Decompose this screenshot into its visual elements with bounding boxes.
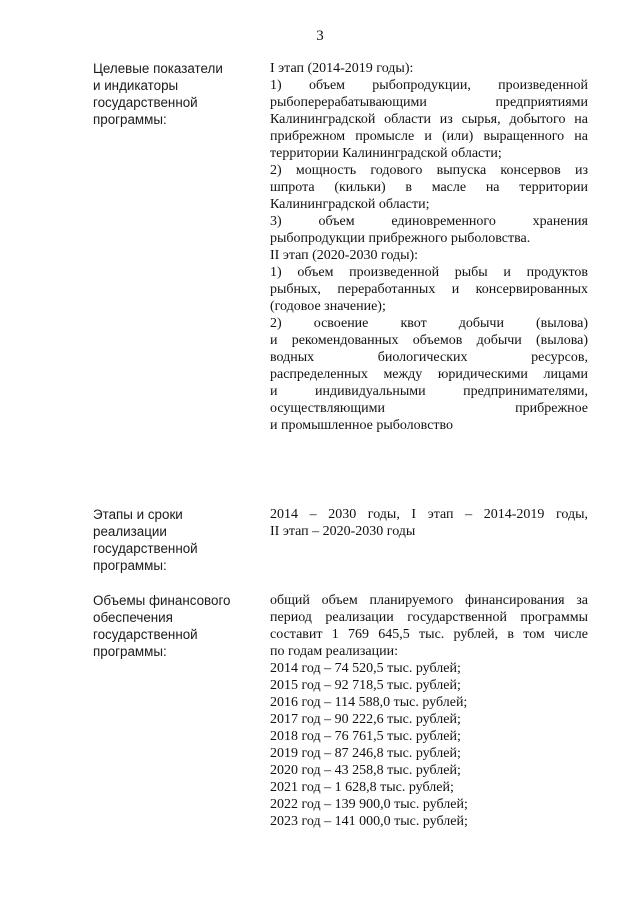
label-line: обеспечения [93,610,173,625]
text-line: Калининградской области из сырья, добытого на [270,112,588,127]
text-line: общий объем планируемого финансирования за [270,593,588,608]
stage2-title: II этап (2020-2030 годы): [270,248,419,263]
label-line: программы: [93,644,167,659]
text-line: 1) объем рыбопродукции, произведенной [270,78,588,93]
label-line: Объемы финансового [93,593,231,608]
text-line: по годам реализации: [270,644,398,659]
funding-label [93,592,263,660]
stage1-title: I этап (2014-2019 годы): [270,61,414,76]
text-line: период реализации государственной программы [270,610,588,625]
text-line: Калининградской области; [270,197,430,212]
text-line: 3) объем единовременного хранения [270,214,588,229]
label-line: и индикаторы [93,78,179,93]
text-line: прибрежном промысле и (или) выращенного на [270,129,588,144]
text-line: и индивидуальными предпринимателями, [270,384,588,399]
funding-year-item: 2022 год – 139 900,0 тыс. рублей; [270,797,468,812]
funding-year-item: 2019 год – 87 246,8 тыс. рублей; [270,746,461,761]
text-line: рыбных, переработанных и консервированных [270,282,588,297]
stages-content [270,506,588,540]
indicators-label [93,60,263,128]
label-line: государственной [93,95,198,110]
page-number: 3 [316,28,324,44]
indicator-item-4 [270,264,588,315]
indicators-content [270,60,588,434]
indicator-item-2 [270,162,588,213]
label-line: государственной [93,541,198,556]
label-line: Этапы и сроки [93,507,183,522]
funding-year-item: 2020 год – 43 258,8 тыс. рублей; [270,763,461,778]
text-line: составит 1 769 645,5 тыс. рублей, в том числе [270,627,588,642]
text-line: и рекомендованных объемов добычи (вылова) [270,333,588,348]
label-line: Целевые показатели [93,61,223,76]
text-line: осуществляющими прибрежное [270,401,588,416]
funding-year-item: 2023 год – 141 000,0 тыс. рублей; [270,814,468,829]
text-line: рыбоперерабатывающими предприятиями [270,95,588,110]
text-line: 2) освоение квот добычи (вылова) [270,316,588,331]
text-line: территории Калининградской области; [270,146,502,161]
indicator-item-1 [270,77,588,162]
label-line: реализации [93,524,167,539]
indicator-item-3 [270,213,588,247]
text-line: II этап – 2020-2030 годы [270,524,416,539]
indicator-item-5 [270,315,588,434]
funding-year-item: 2021 год – 1 628,8 тыс. рублей; [270,780,454,795]
funding-content [270,592,588,830]
text-line: 2014 – 2030 годы, I этап – 2014-2019 годы, [270,507,588,522]
text-line: шпрота (кильки) в масле на территории [270,180,588,195]
label-line: государственной [93,627,198,642]
text-line: 2) мощность годового выпуска консервов из [270,163,588,178]
text-line: водных биологических ресурсов, [270,350,588,365]
text-line: (годовое значение); [270,299,386,314]
text-line: 1) объем произведенной рыбы и продуктов [270,265,588,280]
funding-year-item: 2018 год – 76 761,5 тыс. рублей; [270,729,461,744]
funding-years-list [270,660,588,830]
funding-year-item: 2015 год – 92 718,5 тыс. рублей; [270,678,461,693]
funding-year-item: 2017 год – 90 222,6 тыс. рублей; [270,712,461,727]
label-line: программы: [93,558,167,573]
stages-label [93,506,263,574]
text-line: и промышленное рыболовство [270,418,454,433]
text-line: распределенных между юридическими лицами [270,367,588,382]
text-line: рыбопродукции прибрежного рыболовства. [270,231,531,246]
funding-year-item: 2016 год – 114 588,0 тыс. рублей; [270,695,468,710]
funding-year-item: 2014 год – 74 520,5 тыс. рублей; [270,661,461,676]
label-line: программы: [93,112,167,127]
